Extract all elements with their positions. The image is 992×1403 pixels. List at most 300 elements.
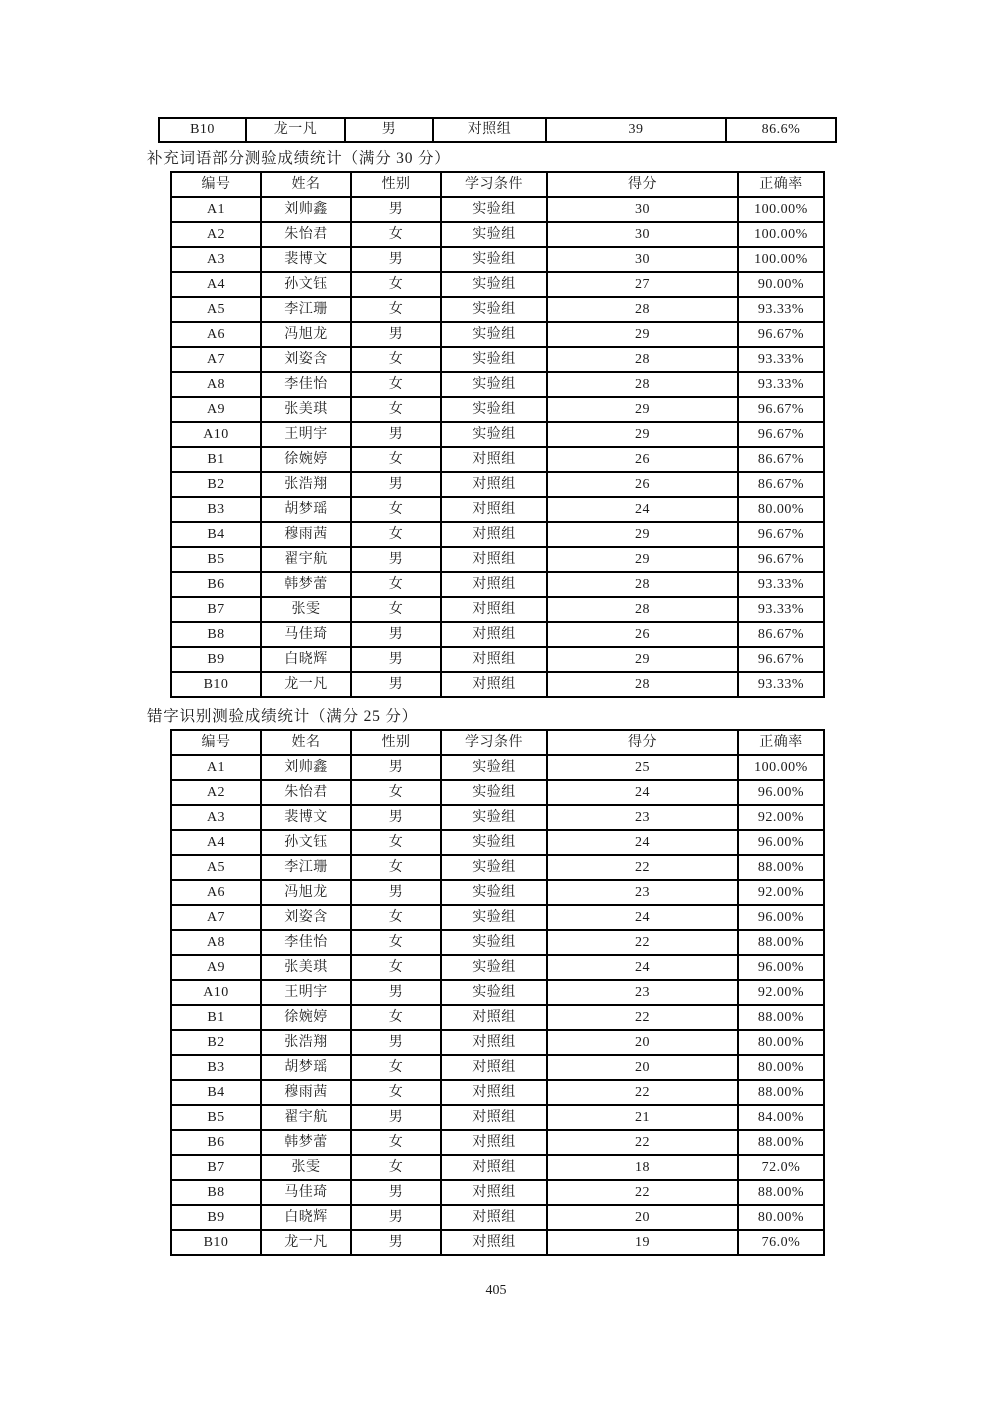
column-header: 性别 bbox=[351, 730, 441, 755]
table-row bbox=[171, 1230, 824, 1255]
table-cell: B9 bbox=[171, 1205, 261, 1230]
table-cell: 龙一凡 bbox=[246, 118, 345, 142]
table-row bbox=[171, 1105, 824, 1130]
column-header: 得分 bbox=[547, 730, 738, 755]
table-cell: 93.33% bbox=[738, 597, 824, 622]
table-cell: B8 bbox=[171, 622, 261, 647]
table-cell: B9 bbox=[171, 647, 261, 672]
table-row bbox=[171, 422, 824, 447]
table-cell: 28 bbox=[547, 347, 738, 372]
table-row bbox=[171, 347, 824, 372]
table-cell: 徐婉婷 bbox=[261, 1005, 351, 1030]
table-cell: 女 bbox=[351, 1080, 441, 1105]
table-cell: 实验组 bbox=[441, 855, 547, 880]
table-cell: 20 bbox=[547, 1030, 738, 1055]
table-cell: 22 bbox=[547, 855, 738, 880]
table-row bbox=[171, 472, 824, 497]
table-cell: B10 bbox=[159, 118, 246, 142]
table-cell: 白晓辉 bbox=[261, 1205, 351, 1230]
table-cell: B1 bbox=[171, 447, 261, 472]
table-row bbox=[171, 1180, 824, 1205]
table-cell: 96.67% bbox=[738, 522, 824, 547]
table-row bbox=[171, 1030, 824, 1055]
table-cell: A7 bbox=[171, 905, 261, 930]
table-cell: 裴博文 bbox=[261, 805, 351, 830]
table-cell: 24 bbox=[547, 905, 738, 930]
table-cell: 男 bbox=[351, 1230, 441, 1255]
table-cell: 白晓辉 bbox=[261, 647, 351, 672]
table-cell: 男 bbox=[351, 1205, 441, 1230]
table-cell: 实验组 bbox=[441, 955, 547, 980]
table-cell: A6 bbox=[171, 880, 261, 905]
table-row bbox=[171, 397, 824, 422]
table-cell: 女 bbox=[351, 447, 441, 472]
table-cell: 女 bbox=[351, 955, 441, 980]
table-cell: 女 bbox=[351, 905, 441, 930]
table-cell: 李佳怡 bbox=[261, 372, 351, 397]
table-cell: 对照组 bbox=[441, 622, 547, 647]
table-cell: 86.67% bbox=[738, 447, 824, 472]
table-cell: 女 bbox=[351, 222, 441, 247]
table-row bbox=[171, 1155, 824, 1180]
table-cell: 对照组 bbox=[441, 447, 547, 472]
table-cell: 96.67% bbox=[738, 422, 824, 447]
table-cell: 女 bbox=[351, 347, 441, 372]
table-cell: 张浩翔 bbox=[261, 472, 351, 497]
table-cell: 李江珊 bbox=[261, 855, 351, 880]
table-cell: 男 bbox=[351, 980, 441, 1005]
column-header: 姓名 bbox=[261, 730, 351, 755]
table-row bbox=[171, 372, 824, 397]
table-cell: 徐婉婷 bbox=[261, 447, 351, 472]
table-cell: 76.0% bbox=[738, 1230, 824, 1255]
table-cell: 对照组 bbox=[441, 1055, 547, 1080]
table-cell: 冯旭龙 bbox=[261, 322, 351, 347]
table-cell: 29 bbox=[547, 322, 738, 347]
table-row bbox=[171, 855, 824, 880]
table-cell: 92.00% bbox=[738, 805, 824, 830]
table-cell: 96.67% bbox=[738, 322, 824, 347]
table-cell: 实验组 bbox=[441, 197, 547, 222]
table-cell: 96.00% bbox=[738, 955, 824, 980]
table-cell: 翟宇航 bbox=[261, 1105, 351, 1130]
table-cell: 100.00% bbox=[738, 222, 824, 247]
table-cell: 男 bbox=[351, 672, 441, 697]
table-row bbox=[171, 247, 824, 272]
table-row bbox=[171, 805, 824, 830]
table-cell: 实验组 bbox=[441, 372, 547, 397]
table-row bbox=[171, 597, 824, 622]
column-header: 编号 bbox=[171, 730, 261, 755]
table-cell: 男 bbox=[351, 1030, 441, 1055]
column-header: 学习条件 bbox=[441, 730, 547, 755]
table-cell: 女 bbox=[351, 780, 441, 805]
table-cell: 100.00% bbox=[738, 247, 824, 272]
table-cell: B6 bbox=[171, 1130, 261, 1155]
table-cell: A1 bbox=[171, 755, 261, 780]
table-cell: 刘帅鑫 bbox=[261, 197, 351, 222]
table-cell: 对照组 bbox=[441, 547, 547, 572]
table-cell: 92.00% bbox=[738, 880, 824, 905]
table-cell: 86.67% bbox=[738, 472, 824, 497]
table-cell: 88.00% bbox=[738, 930, 824, 955]
table-cell: 实验组 bbox=[441, 347, 547, 372]
table-cell: 84.00% bbox=[738, 1105, 824, 1130]
table-cell: 30 bbox=[547, 222, 738, 247]
table-cell: 对照组 bbox=[441, 597, 547, 622]
table-cell: 男 bbox=[351, 247, 441, 272]
table-cell: 刘帅鑫 bbox=[261, 755, 351, 780]
table-cell: A1 bbox=[171, 197, 261, 222]
table-cell: 对照组 bbox=[441, 1230, 547, 1255]
table-row bbox=[171, 647, 824, 672]
table-cell: 22 bbox=[547, 930, 738, 955]
table-cell: 93.33% bbox=[738, 297, 824, 322]
column-header: 姓名 bbox=[261, 172, 351, 197]
table-cell: 实验组 bbox=[441, 830, 547, 855]
table-cell: 29 bbox=[547, 522, 738, 547]
table-cell: 20 bbox=[547, 1205, 738, 1230]
table-cell: 实验组 bbox=[441, 930, 547, 955]
table-row bbox=[171, 1205, 824, 1230]
table-cell: 24 bbox=[547, 780, 738, 805]
table-cell: 翟宇航 bbox=[261, 547, 351, 572]
table-cell: 96.67% bbox=[738, 397, 824, 422]
table-cell: 实验组 bbox=[441, 272, 547, 297]
table-cell: 男 bbox=[351, 622, 441, 647]
table-cell: 96.00% bbox=[738, 830, 824, 855]
table-cell: 88.00% bbox=[738, 1180, 824, 1205]
table-cell: A2 bbox=[171, 222, 261, 247]
table-row bbox=[171, 955, 824, 980]
table-cell: 实验组 bbox=[441, 905, 547, 930]
table-cell: 马佳琦 bbox=[261, 1180, 351, 1205]
table-cell: 实验组 bbox=[441, 422, 547, 447]
column-header: 正确率 bbox=[738, 730, 824, 755]
table-cell: 88.00% bbox=[738, 1005, 824, 1030]
table-cell: A4 bbox=[171, 272, 261, 297]
table-cell: A3 bbox=[171, 805, 261, 830]
table-cell: 胡梦瑶 bbox=[261, 1055, 351, 1080]
table-cell: A6 bbox=[171, 322, 261, 347]
table-cell: 28 bbox=[547, 597, 738, 622]
table-row bbox=[171, 780, 824, 805]
table-cell: B4 bbox=[171, 522, 261, 547]
table-cell: 男 bbox=[345, 118, 433, 142]
table-cell: A8 bbox=[171, 372, 261, 397]
table-cell: 96.67% bbox=[738, 647, 824, 672]
table-cell: A7 bbox=[171, 347, 261, 372]
table-cell: 88.00% bbox=[738, 1080, 824, 1105]
table-cell: 80.00% bbox=[738, 1030, 824, 1055]
table-cell: 女 bbox=[351, 1055, 441, 1080]
table-cell: 30 bbox=[547, 197, 738, 222]
table-cell: 30 bbox=[547, 247, 738, 272]
table-cell: 93.33% bbox=[738, 372, 824, 397]
table-cell: 刘姿含 bbox=[261, 347, 351, 372]
table-cell: 张雯 bbox=[261, 597, 351, 622]
table-cell: A5 bbox=[171, 297, 261, 322]
table-row bbox=[171, 322, 824, 347]
table-cell: 22 bbox=[547, 1080, 738, 1105]
table-cell: 29 bbox=[547, 547, 738, 572]
column-header: 得分 bbox=[547, 172, 738, 197]
table-cell: 女 bbox=[351, 855, 441, 880]
table-cell: 24 bbox=[547, 830, 738, 855]
table-cell: 22 bbox=[547, 1130, 738, 1155]
table-cell: B8 bbox=[171, 1180, 261, 1205]
table-cell: 穆雨茜 bbox=[261, 1080, 351, 1105]
table-cell: 实验组 bbox=[441, 780, 547, 805]
table-cell: 女 bbox=[351, 597, 441, 622]
table-cell: 实验组 bbox=[441, 980, 547, 1005]
table-cell: 李佳怡 bbox=[261, 930, 351, 955]
table-cell: 对照组 bbox=[441, 647, 547, 672]
table-cell: 对照组 bbox=[441, 1005, 547, 1030]
table-cell: 26 bbox=[547, 622, 738, 647]
table-cell: 实验组 bbox=[441, 755, 547, 780]
table-cell: 李江珊 bbox=[261, 297, 351, 322]
table-cell: 刘姿含 bbox=[261, 905, 351, 930]
table-cell: 龙一凡 bbox=[261, 672, 351, 697]
table-cell: 26 bbox=[547, 472, 738, 497]
table-cell: 93.33% bbox=[738, 672, 824, 697]
table-cell: 实验组 bbox=[441, 247, 547, 272]
table-cell: 冯旭龙 bbox=[261, 880, 351, 905]
table-cell: 22 bbox=[547, 1005, 738, 1030]
table-cell: 女 bbox=[351, 497, 441, 522]
table-cell: 88.00% bbox=[738, 1130, 824, 1155]
table-cell: 23 bbox=[547, 980, 738, 1005]
table-cell: 男 bbox=[351, 422, 441, 447]
table-cell: A9 bbox=[171, 955, 261, 980]
table-cell: 对照组 bbox=[441, 572, 547, 597]
table-cell: 72.0% bbox=[738, 1155, 824, 1180]
table-cell: 90.00% bbox=[738, 272, 824, 297]
table-cell: 27 bbox=[547, 272, 738, 297]
table-cell: 王明宇 bbox=[261, 980, 351, 1005]
table-cell: A5 bbox=[171, 855, 261, 880]
table-cell: B4 bbox=[171, 1080, 261, 1105]
supplement-table-title: 补充词语部分测验成绩统计（满分 30 分） bbox=[147, 150, 451, 167]
column-header: 正确率 bbox=[738, 172, 824, 197]
table-cell: 男 bbox=[351, 322, 441, 347]
table-cell: 朱怡君 bbox=[261, 222, 351, 247]
table-row bbox=[171, 1005, 824, 1030]
table-cell: 100.00% bbox=[738, 197, 824, 222]
table-cell: 裴博文 bbox=[261, 247, 351, 272]
table-cell: 28 bbox=[547, 372, 738, 397]
table-cell: 92.00% bbox=[738, 980, 824, 1005]
table-cell: 18 bbox=[547, 1155, 738, 1180]
column-header: 性别 bbox=[351, 172, 441, 197]
table-cell: 女 bbox=[351, 522, 441, 547]
table-cell: 实验组 bbox=[441, 322, 547, 347]
table-cell: A4 bbox=[171, 830, 261, 855]
table-cell: B1 bbox=[171, 1005, 261, 1030]
table-cell: 穆雨茜 bbox=[261, 522, 351, 547]
table-cell: B2 bbox=[171, 1030, 261, 1055]
table-cell: 20 bbox=[547, 1055, 738, 1080]
table-row bbox=[171, 297, 824, 322]
table-cell: 对照组 bbox=[441, 1155, 547, 1180]
table-cell: 对照组 bbox=[441, 1130, 547, 1155]
table-cell: 26 bbox=[547, 447, 738, 472]
table-cell: 对照组 bbox=[441, 1105, 547, 1130]
table-cell: 女 bbox=[351, 830, 441, 855]
table-cell: 女 bbox=[351, 272, 441, 297]
table-cell: B10 bbox=[171, 1230, 261, 1255]
table-cell: 实验组 bbox=[441, 880, 547, 905]
typo-table bbox=[170, 729, 825, 1256]
table-cell: 王明宇 bbox=[261, 422, 351, 447]
typo-table-title: 错字识别测验成绩统计（满分 25 分） bbox=[147, 708, 418, 725]
table-cell: 25 bbox=[547, 755, 738, 780]
table-cell: 93.33% bbox=[738, 347, 824, 372]
table-cell: 朱怡君 bbox=[261, 780, 351, 805]
table-cell: 女 bbox=[351, 397, 441, 422]
table-cell: 19 bbox=[547, 1230, 738, 1255]
table-cell: 对照组 bbox=[441, 497, 547, 522]
table-cell: 96.00% bbox=[738, 780, 824, 805]
table-cell: 孙文钰 bbox=[261, 830, 351, 855]
table-cell: 对照组 bbox=[441, 522, 547, 547]
table-cell: 80.00% bbox=[738, 1055, 824, 1080]
table-cell: 实验组 bbox=[441, 222, 547, 247]
table-cell: 男 bbox=[351, 547, 441, 572]
table-cell: 29 bbox=[547, 647, 738, 672]
table-cell: 100.00% bbox=[738, 755, 824, 780]
table-cell: 对照组 bbox=[441, 472, 547, 497]
table-cell: 28 bbox=[547, 297, 738, 322]
table-cell: 29 bbox=[547, 422, 738, 447]
table-row bbox=[171, 222, 824, 247]
table-cell: 男 bbox=[351, 472, 441, 497]
table-cell: 88.00% bbox=[738, 855, 824, 880]
table-row bbox=[171, 880, 824, 905]
table-cell: 实验组 bbox=[441, 397, 547, 422]
table-row bbox=[171, 272, 824, 297]
table-row bbox=[171, 980, 824, 1005]
table-cell: 男 bbox=[351, 755, 441, 780]
table-cell: 39 bbox=[546, 118, 726, 142]
table-row bbox=[171, 572, 824, 597]
table-cell: A8 bbox=[171, 930, 261, 955]
table-cell: A9 bbox=[171, 397, 261, 422]
table-cell: B7 bbox=[171, 1155, 261, 1180]
table-cell: 21 bbox=[547, 1105, 738, 1130]
table-row bbox=[171, 197, 824, 222]
table-cell: 对照组 bbox=[441, 1030, 547, 1055]
table-cell: 男 bbox=[351, 880, 441, 905]
table-cell: 96.67% bbox=[738, 547, 824, 572]
table-row bbox=[171, 830, 824, 855]
table-row bbox=[171, 522, 824, 547]
table-cell: 龙一凡 bbox=[261, 1230, 351, 1255]
table-cell: A10 bbox=[171, 980, 261, 1005]
page-number: 405 bbox=[485, 1283, 507, 1298]
table-cell: 女 bbox=[351, 297, 441, 322]
table-row bbox=[171, 497, 824, 522]
table-cell: 24 bbox=[547, 497, 738, 522]
table-cell: 张美琪 bbox=[261, 955, 351, 980]
table-cell: 93.33% bbox=[738, 572, 824, 597]
table-row bbox=[171, 622, 824, 647]
table-cell: 对照组 bbox=[433, 118, 546, 142]
table-row bbox=[171, 672, 824, 697]
table-cell: 22 bbox=[547, 1180, 738, 1205]
table-row bbox=[171, 1055, 824, 1080]
table-row bbox=[171, 755, 824, 780]
table-cell: 28 bbox=[547, 672, 738, 697]
table-cell: 28 bbox=[547, 572, 738, 597]
header-row bbox=[171, 172, 824, 197]
table-cell: A10 bbox=[171, 422, 261, 447]
table-cell: 韩梦蕾 bbox=[261, 572, 351, 597]
table-cell: A3 bbox=[171, 247, 261, 272]
table-cell: B6 bbox=[171, 572, 261, 597]
table-cell: 女 bbox=[351, 572, 441, 597]
table-cell: 女 bbox=[351, 372, 441, 397]
table-cell: 胡梦瑶 bbox=[261, 497, 351, 522]
table-cell: 男 bbox=[351, 197, 441, 222]
table-cell: 马佳琦 bbox=[261, 622, 351, 647]
header-row bbox=[171, 730, 824, 755]
table-cell: 29 bbox=[547, 397, 738, 422]
table-cell: 80.00% bbox=[738, 497, 824, 522]
table-cell: 24 bbox=[547, 955, 738, 980]
table-cell: 女 bbox=[351, 1155, 441, 1180]
table-cell: 张雯 bbox=[261, 1155, 351, 1180]
table-cell: 男 bbox=[351, 1105, 441, 1130]
table-cell: B3 bbox=[171, 497, 261, 522]
table-cell: B2 bbox=[171, 472, 261, 497]
table-row bbox=[159, 118, 836, 142]
table-cell: 女 bbox=[351, 930, 441, 955]
table-cell: 张美琪 bbox=[261, 397, 351, 422]
table-cell: 23 bbox=[547, 880, 738, 905]
table-cell: 23 bbox=[547, 805, 738, 830]
table-row bbox=[171, 447, 824, 472]
table-row bbox=[171, 1080, 824, 1105]
table-cell: 86.67% bbox=[738, 622, 824, 647]
table-cell: 韩梦蕾 bbox=[261, 1130, 351, 1155]
table-cell: 实验组 bbox=[441, 805, 547, 830]
table-cell: 对照组 bbox=[441, 1080, 547, 1105]
table-cell: 80.00% bbox=[738, 1205, 824, 1230]
table-row bbox=[171, 547, 824, 572]
table-cell: 女 bbox=[351, 1130, 441, 1155]
table-cell: 对照组 bbox=[441, 1180, 547, 1205]
table-cell: B7 bbox=[171, 597, 261, 622]
table-cell: B5 bbox=[171, 547, 261, 572]
table-cell: B5 bbox=[171, 1105, 261, 1130]
table-cell: 对照组 bbox=[441, 1205, 547, 1230]
table-cell: 实验组 bbox=[441, 297, 547, 322]
table-cell: 男 bbox=[351, 1180, 441, 1205]
column-header: 编号 bbox=[171, 172, 261, 197]
table-cell: 对照组 bbox=[441, 672, 547, 697]
table-cell: 96.00% bbox=[738, 905, 824, 930]
table-row bbox=[171, 930, 824, 955]
table-cell: B3 bbox=[171, 1055, 261, 1080]
table-row bbox=[171, 905, 824, 930]
table-row bbox=[171, 1130, 824, 1155]
carryover-table bbox=[158, 117, 837, 143]
column-header: 学习条件 bbox=[441, 172, 547, 197]
table-cell: 孙文钰 bbox=[261, 272, 351, 297]
supplement-table bbox=[170, 171, 825, 698]
